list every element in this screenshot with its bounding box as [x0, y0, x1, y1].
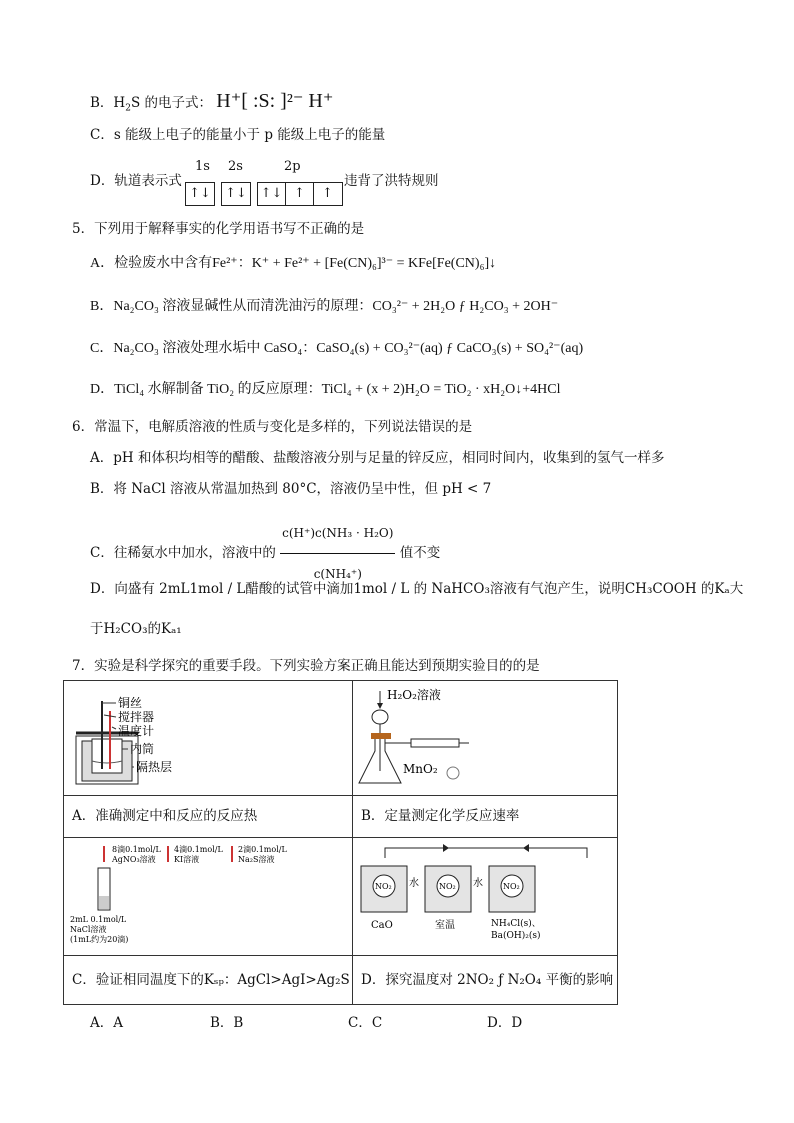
q4-option-c: C．s 能级上电子的能量小于 p 能级上电子的能量: [90, 127, 386, 143]
label-no2-middle: NO₂: [439, 882, 456, 891]
label-no2-right: NO₂: [503, 882, 520, 891]
label-drop-note: (1mL约为20滴): [70, 935, 129, 944]
q5-option-d: D．TiCl₄ 水解制备 TiO₂ 的反应原理：TiCl₄ + (x + 2)H₂O = TiO₂ · xH₂O↓+4HCl: [90, 382, 561, 397]
q6-stem: 6．常温下，电解质溶液的性质与变化是多样的，下列说法错误的是: [72, 419, 473, 435]
label-na2s-amount: 2滴0.1mol/L: [238, 845, 287, 854]
q5-option-b: B．Na₂CO₃ 溶液显碱性从而清洗油污的原理：CO₃²⁻ + 2H₂O ƒ H₂CO₃ + 2OH⁻: [90, 299, 559, 314]
figure-b-reaction-rate: [352, 680, 618, 796]
q5-option-c: C．Na₂CO₃ 溶液处理水垢中 CaSO₄：CaSO₄(s) + CO₃²⁻(aq) ƒ CaCO₃(s) + SO₄²⁻(aq): [90, 341, 584, 356]
q6-option-d-line2: 于H₂CO₃的Kₐ₁: [90, 621, 182, 637]
choice-d[interactable]: D．D: [487, 1015, 523, 1031]
q6-option-b: B．将 NaCl 溶液从常温加热到 80°C，溶液仍呈中性，但 pH < 7: [90, 481, 492, 497]
q7-stem: 7．实验是科学探究的重要手段。下列实验方案正确且能达到预期实验目的的是: [72, 658, 540, 674]
label-agno3: AgNO₃溶液: [112, 855, 156, 864]
caption-c: C．验证相同温度下的Kₛₚ：AgCl>AgI>Ag₂S: [72, 972, 350, 988]
figure-a-calorimeter: [63, 680, 353, 796]
q4-option-d-suffix: 违背了洪特规则: [344, 173, 439, 189]
label-stirrer: 搅拌器: [118, 710, 155, 724]
orbital-label-1s: 1s: [195, 159, 210, 174]
label-room-temp: 室温: [435, 920, 455, 931]
label-mno2: MnO₂: [403, 762, 438, 776]
label-nh4cl: NH₄Cl(s)、: [491, 919, 541, 929]
label-ki-amount: 4滴0.1mol/L: [174, 845, 223, 854]
label-inner-cylinder: 内筒: [130, 742, 155, 756]
label-water-right: 水: [473, 878, 483, 889]
figure-d-equilibrium: [352, 837, 618, 956]
label-na2s: Na₂S溶液: [238, 855, 275, 864]
q6-option-d-line1: D．向盛有 2mL1mol / L醋酸的试管中滴加1mol / L 的 NaHCO₃溶液有气泡产生，说明CH₃COOH 的Kₐ大: [90, 581, 744, 597]
label-ki: KI溶液: [174, 855, 200, 864]
figure-c-ksp-test: [63, 837, 353, 956]
h2s-electron-formula: H⁺[ :S: ]²⁻ H⁺: [216, 90, 334, 112]
label-cao: CaO: [371, 920, 393, 931]
choice-b[interactable]: B．B: [210, 1015, 244, 1031]
label-water-left: 水: [409, 878, 419, 889]
orbital-label-2s: 2s: [228, 159, 243, 174]
label-thermometer: 温度计: [118, 724, 155, 738]
label-nacl-amount: 2mL 0.1mol/L: [70, 915, 127, 924]
label-h2o2: H₂O₂溶液: [387, 688, 441, 702]
caption-a: A．准确测定中和反应的反应热: [72, 808, 258, 824]
label-nacl: NaCl溶液: [70, 925, 107, 934]
q6-option-c: C．往稀氨水中加水，溶液中的 $\frac{\text{c(H⁺)c(NH₃ · H₂O)}}{\text{c(NH₄⁺)}}$ 值不变: [90, 513, 440, 594]
label-insulation: 隔热层: [136, 760, 173, 774]
choice-a[interactable]: A．A: [90, 1015, 123, 1031]
orbital-label-2p: 2p: [284, 159, 301, 174]
caption-b: B．定量测定化学反应速率: [361, 808, 520, 824]
label-copper-wire: 铜丝: [118, 696, 143, 710]
q4-option-d-prefix: D．轨道表示式: [90, 173, 182, 189]
caption-d: D．探究温度对 2NO₂ ƒ N₂O₄ 平衡的影响: [361, 972, 614, 988]
q5-stem: 5．下列用于解释事实的化学用语书写不正确的是: [72, 221, 365, 237]
label-agno3-amount: 8滴0.1mol/L: [112, 845, 161, 854]
label-baoh2: Ba(OH)₂(s): [491, 931, 541, 941]
concentration-fraction: $\frac{\text{c(H⁺)c(NH₃ · H₂O)}}{\text{c(NH₄⁺)}}$: [280, 513, 395, 594]
q6-option-a: A．pH 和体积均相等的醋酸、盐酸溶液分别与足量的锌反应，相同时间内，收集到的氢气一样多: [90, 450, 665, 466]
label-no2-left: NO₂: [375, 882, 392, 891]
choice-c[interactable]: C．C: [348, 1015, 383, 1031]
q5-option-a: A．检验废水中含有Fe²⁺：K⁺ + Fe²⁺ + [Fe(CN)₆]³⁻ = KFe[Fe(CN)₆]↓: [90, 256, 497, 271]
q4-option-b: B．$H_2S$ 的电子式： H⁺[ :S: ]²⁻ H⁺: [90, 90, 334, 114]
